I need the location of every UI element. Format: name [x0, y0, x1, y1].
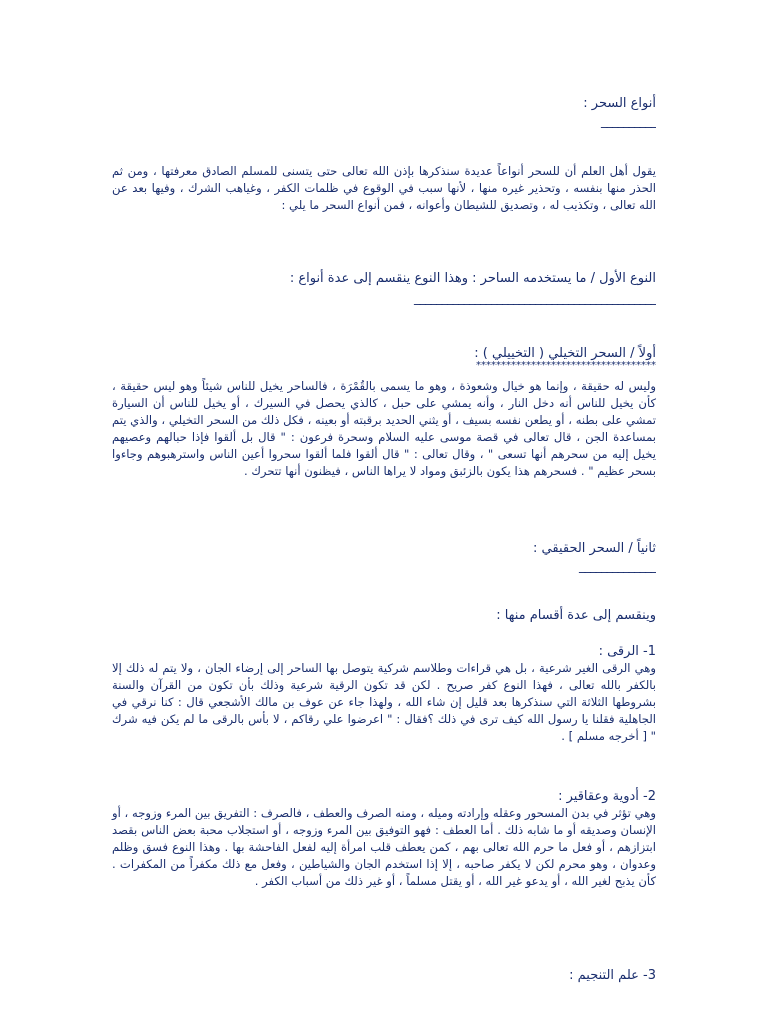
intro-paragraph: يقول أهل العلم أن للسحر أنواعاً عديدة سنذكرها بإذن الله تعالى حتى يتسنى للمسلم الصادق معرفتها ، ومن ثم الحذر منها بنفسه ، وتحذير غيره منها ، لأنها سبب في الوقوع في ظلمات الكفر ، وغياهب الشرك ، وفيها بعد عن الله تعالى ، وتكذيب له ، وتصديق للشيطان وأعوانه ، فمن أنواع السحر ما يلي :	[112, 164, 656, 212]
adwiya-heading: 2- أدوية وعقاقير :	[558, 789, 656, 804]
first-type-stars: ************************************	[476, 361, 656, 371]
second-type-heading: ثانياً / السحر الحقيقي :	[533, 541, 656, 556]
type1-heading: النوع الأول / ما يستخدمه الساحر : وهذا النوع ينقسم إلى عدة أنواع :	[289, 271, 656, 286]
title: أنواع السحر :	[583, 96, 656, 111]
tanjim-heading: 3- علم التنجيم :	[569, 968, 656, 983]
title-underline: __________	[601, 115, 656, 129]
first-type-heading: أولاً / السحر التخيلي ( التخييلي ) :	[474, 346, 656, 361]
divides-line: وينقسم إلى عدة أقسام منها :	[496, 608, 656, 623]
adwiya-paragraph: وهي تؤثر في بدن المسحور وعقله وإرادته وميله ، ومنه الصرف والعطف ، فالصرف : التفريق بين المرء وزوجه ، أو الإنسان وصديقه أو ما شابه ذلك . أما العطف : فهو التوفيق بين المرء وزوجه ، أو استجلاب محبة بعض الناس بقصد ابتزازهم ، أو فعل ما حرم الله تعالى بهم ، كمن يعطف قلب امرأة إليه لفعل الفاحشة بها . وهذا النوع فسق وظلم وعدوان ، وهو محرم لكن لا يكفر صاحبه ، إلا إذا استخدم الجان والشياطين ، وفعل مع ذلك مكفراً من المكفرات . كأن يذبح لغير الله ، أو يدعو غير الله ، أو يقتل مسلماً ، أو غير ذلك من أسباب الكفر .	[112, 806, 656, 888]
document-page	[112, 0, 656, 1024]
ruqa-paragraph: وهي الرقى الغير شرعية ، بل هي قراءات وطلاسم شركية يتوصل بها الساحر إلى إرضاء الجان ، ولا يتم له ذلك إلا بالكفر بالله تعالى ، فهذا النوع كفر صريح . لكن قد تكون الرقية شرعية وذلك بأن تكون من القرآن والسنة بشروطها الثلاثة التي سنذكرها بعد قليل إن شاء الله ، ولهذا جاء عن عوف بن مالك الأشجعي قال : كنا نرقي في الجاهلية فقلنا يا رسول الله كيف ترى في ذلك ؟فقال : " اعرضوا علي رقاكم ، لا بأس بالرقى ما لم يكن فيه شرك " [ أخرجه مسلم ] .	[112, 661, 656, 743]
type1-underline: ____________________________________________	[414, 292, 656, 306]
second-type-underline: ______________	[579, 560, 656, 574]
ruqa-heading: 1- الرقى :	[598, 644, 656, 659]
first-type-paragraph: وليس له حقيقة ، وإنما هو خيال وشعوذة ، وهو ما يسمى بالقُمْرَة ، فالساحر يخيل للناس شيئاً وهو ليس حقيقة ، كأن يخيل للناس أنه دخل النار ، وأنه يمشي على حبل ، كالذي يحصل في السيرك ، أو يخيل للناس أن السيارة تمشي على بطنه ، أو يطعن نفسه بسيف ، أو يثني الحديد برقبته أو بعينه ، فكل ذلك من السحر التخيلي ، والذي يتم بمساعدة الجن ، قال تعالى في قصة موسى عليه السلام وسحرة فرعون : " قال بل ألقوا فإذا حبالهم وعصيهم يخيل إليه من سحرهم أنها تسعى " ، وقال تعالى : " قال ألقوا فلما ألقوا سحروا أعين الناس واسترهبوهم وجاءوا بسحر عظيم " . فسحرهم هذا يكون بالزئبق ومواد لا يراها الناس ، فيظنون أنها تتحرك .	[112, 379, 656, 478]
